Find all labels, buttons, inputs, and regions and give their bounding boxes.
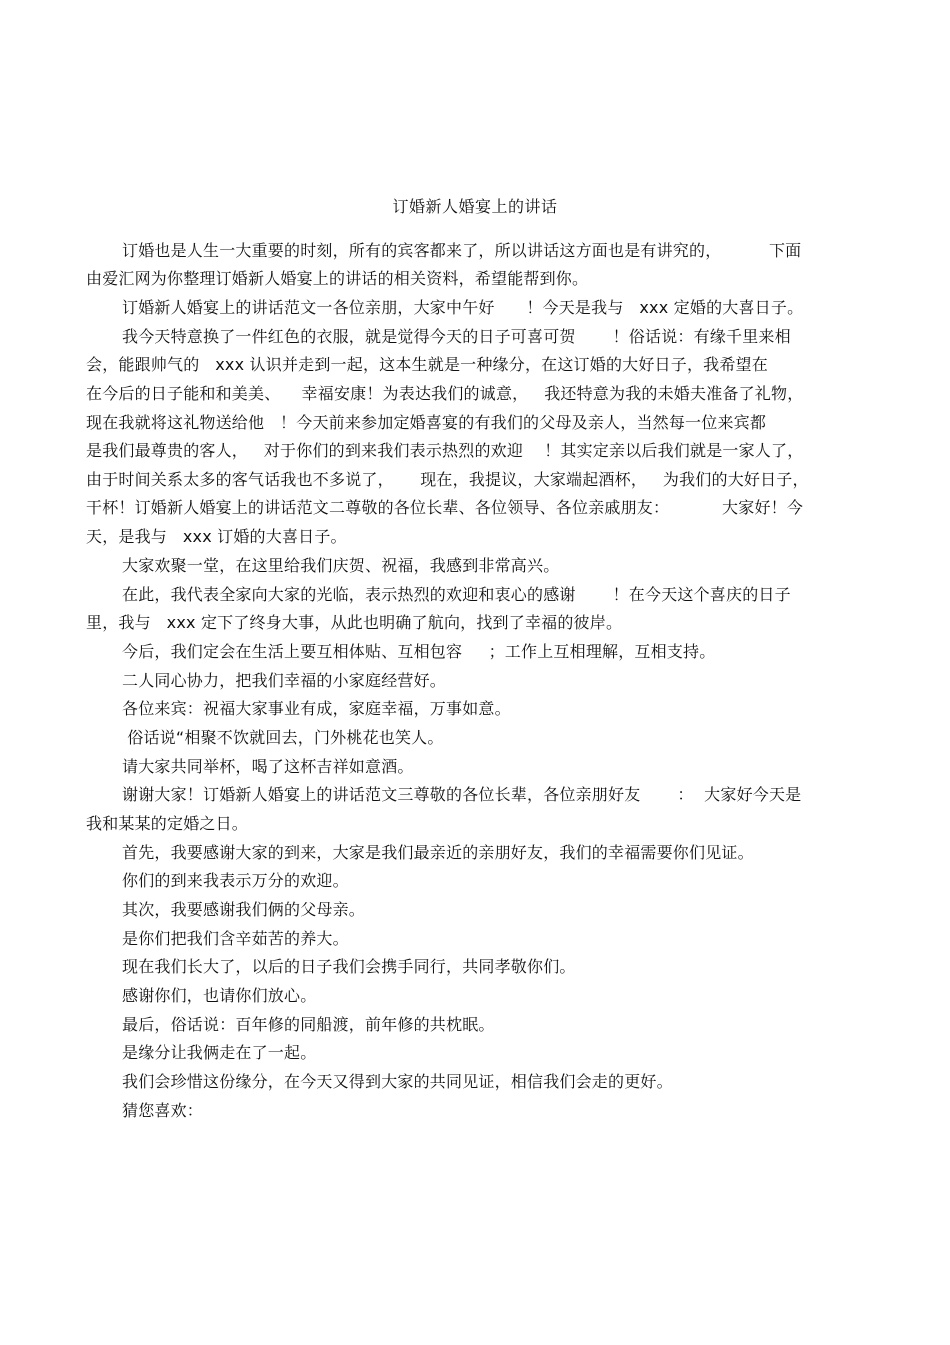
paragraph-line: 现在我就将这礼物送给他 ！今天前来参加定婚喜宴的有我们的父母及亲人，当然每一位来宾都 bbox=[86, 413, 767, 432]
paragraph-line: 大家欢聚一堂，在这里给我们庆贺、祝福，我感到非常高兴。 bbox=[122, 556, 560, 575]
paragraph-line: 订婚也是人生一大重要的时刻，所有的宾客都来了，所以讲话这方面也是有讲究的， 下面 bbox=[122, 241, 802, 260]
paragraph-line: 我今天特意换了一件红色的衣服，就是觉得今天的日子可喜可贺 ！俗话说：有缘千里来相 bbox=[122, 327, 791, 346]
paragraph-line: 天，是我与 xxx 订婚的大喜日子。 bbox=[86, 527, 347, 546]
paragraph-line: 我们会珍惜这份缘分，在今天又得到大家的共同见证，相信我们会走的更好。 bbox=[122, 1072, 673, 1091]
paragraph-line: 其次，我要感谢我们俩的父母亲。 bbox=[122, 900, 366, 919]
paragraph-line: 你们的到来我表示万分的欢迎。 bbox=[122, 871, 349, 890]
paragraph-line: 订婚新人婚宴上的讲话范文一各位亲朋，大家中午好 ！今天是我与 xxx 定婚的大喜日子。 bbox=[122, 298, 804, 317]
paragraph-line: 由爱汇网为你整理订婚新人婚宴上的讲话的相关资料，希望能帮到你。 bbox=[86, 269, 589, 288]
paragraph-line: 现在我们长大了，以后的日子我们会携手同行，共同孝敬你们。 bbox=[122, 957, 576, 976]
paragraph-line: 会，能跟帅气的 xxx 认识并走到一起，这本生就是一种缘分，在这订婚的大好日子，我希望在 bbox=[86, 355, 768, 374]
paragraph-line: 是缘分让我俩走在了一起。 bbox=[122, 1043, 317, 1062]
paragraph-line: 感谢你们，也请你们放心。 bbox=[122, 986, 317, 1005]
paragraph-line: 是你们把我们含辛茹苦的养大。 bbox=[122, 929, 349, 948]
paragraph-line: 由于时间关系太多的客气话我也不多说了， 现在，我提议，大家端起酒杯， 为我们的大好日子， bbox=[86, 470, 809, 489]
paragraph-line: 今后，我们定会在生活上要互相体贴、互相包容 ；工作上互相理解，互相支持。 bbox=[122, 642, 716, 661]
paragraph-line: 里，我与 xxx 定下了终身大事，从此也明确了航向，找到了幸福的彼岸。 bbox=[86, 613, 623, 632]
paragraph-line: 谢谢大家！订婚新人婚宴上的讲话范文三尊敬的各位长辈，各位亲朋好友 ： 大家好今天是 bbox=[122, 785, 802, 804]
paragraph-line: 各位来宾：祝福大家事业有成，家庭幸福，万事如意。 bbox=[122, 699, 511, 718]
paragraph-line: 最后，俗话说：百年修的同船渡，前年修的共枕眠。 bbox=[122, 1015, 495, 1034]
paragraph-line: 首先，我要感谢大家的到来，大家是我们最亲近的亲朋好友，我们的幸福需要你们见证。 bbox=[122, 843, 754, 862]
paragraph-line: 干杯！订婚新人婚宴上的讲话范文二尊敬的各位长辈、各位领导、各位亲戚朋友： 大家好！今 bbox=[86, 498, 804, 517]
paragraph-line: 二人同心协力，把我们幸福的小家庭经营好。 bbox=[122, 671, 447, 690]
paragraph-line: 在此，我代表全家向大家的光临，表示热烈的欢迎和衷心的感谢 ！在今天这个喜庆的日子 bbox=[122, 585, 791, 604]
document-title: 订婚新人婚宴上的讲话 bbox=[392, 197, 558, 216]
paragraph-line: 我和某某的定婚之日。 bbox=[86, 814, 249, 833]
paragraph-line: 在今后的日子能和和美美、 幸福安康！为表达我们的诚意， 我还特意为我的未婚夫准备了礼物， bbox=[86, 384, 804, 403]
paragraph-line: 俗话说“相聚不饮就回去，门外桃花也笑人。 bbox=[122, 728, 444, 747]
paragraph-line: 猜您喜欢： bbox=[122, 1101, 204, 1120]
paragraph-line: 是我们最尊贵的客人， 对于你们的到来我们表示热烈的欢迎 ！其实定亲以后我们就是一家人了， bbox=[86, 441, 804, 460]
paragraph-line: 请大家共同举杯，喝了这杯吉祥如意酒。 bbox=[122, 757, 414, 776]
